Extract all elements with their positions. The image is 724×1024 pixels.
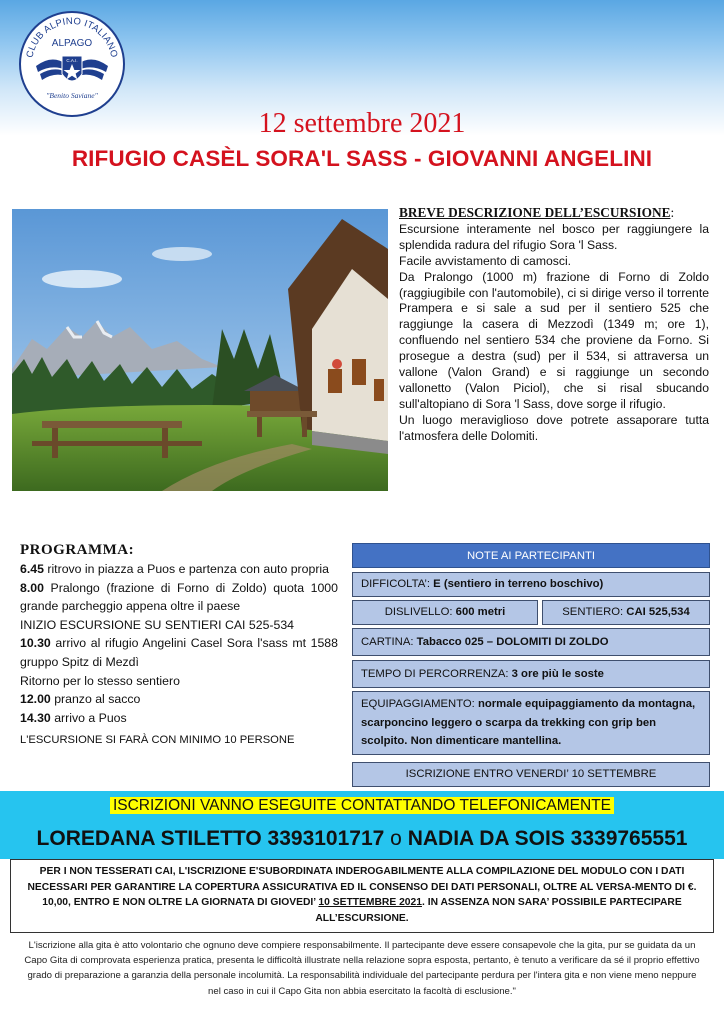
registration-highlight: ISCRIZIONI VANNO ESEGUITE CONTATTANDO TELEFONICAMENTE [110, 797, 614, 814]
program-minimum-note: L'ESCURSIONE SI FARÀ CON MINIMO 10 PERSONE [20, 734, 295, 747]
program-time: 12.00 [20, 692, 51, 707]
difficulty-label: DIFFICOLTA’: [361, 578, 434, 590]
program-text: Pralongo (frazione di Forno di Zoldo) quota 1000 grande parcheggio appena oltre il paese [20, 580, 338, 614]
program-text: Ritorno per lo stesso sentiero [20, 673, 180, 688]
trail-value: CAI 525,534 [626, 606, 690, 618]
liability-disclaimer: L'iscrizione alla gita è atto volontario che ognuno deve compiere responsabilmente. Il partecipante deve essere consapevole che la gita, pur se guidata da un Capo Gita di comprovata esperienza pratica, presenta le difficoltà illustrate nella relazione sopra esposta, pertanto, è tenuto a verificare da sé il proprio effettivo grado di preparazione a garanzia della personale incolumità. La responsabilità individuale del partecipante perdura per l'intera gita e non viene meno neppure nel caso in cui il Capo Gita non abbia esercitato la facoltà di esclusione." [24, 940, 700, 997]
program-item [20, 560, 338, 579]
program-section [20, 540, 338, 750]
contact-nadia: NADIA DA SOIS 3339765551 [407, 827, 688, 850]
duration-value: 3 ore più le soste [511, 668, 604, 680]
program-item [20, 672, 338, 691]
logo-motto: "Benito Saviane" [46, 91, 98, 100]
elevation-value: 600 metri [455, 606, 506, 618]
program-text: arrivo a Puos [50, 710, 127, 725]
logo-ring-text: CLUB ALPINO ITALIANO [24, 15, 120, 59]
program-item [20, 616, 338, 635]
program-text: pranzo al sacco [50, 692, 141, 707]
difficulty-box [352, 572, 710, 597]
non-member-warning [10, 859, 714, 933]
description-heading: BREVE DESCRIZIONE DELL’ESCURSIONE [399, 205, 671, 220]
map-label: CARTINA: [361, 636, 417, 648]
equipment-label: EQUIPAGGIAMENTO: [361, 698, 478, 710]
registration-highlight-row [0, 797, 724, 815]
equipment-box [352, 691, 710, 755]
duration-box [352, 660, 710, 688]
program-text: ritrovo in piazza a Puos e partenza con auto propria [43, 562, 329, 576]
trail-label: SENTIERO: [562, 606, 627, 618]
contact-loredana: LOREDANA STILETTO 3393101717 [36, 827, 385, 850]
description-heading-colon: : [670, 205, 675, 220]
notes-header: NOTE AI PARTECIPANTI [352, 543, 710, 568]
registration-deadline: ISCRIZIONE ENTRO VENERDI’ 10 SETTEMBRE [352, 762, 710, 787]
contact-separator: o [390, 827, 402, 850]
description-paragraph: Un luogo meraviglioso dove potrete assaporare tutta l'atmosfera delle Dolomiti. [399, 412, 709, 443]
program-time: 6.45 [20, 562, 44, 576]
elevation-box [352, 600, 538, 625]
difficulty-value: E (sentiero in terreno boschivo) [433, 578, 604, 590]
equipment-value: normale equipaggiamento da montagna, scarponcino leggero o scarpa da trekking con grip ben scolpito. Non dimenticare mantellina. [361, 698, 696, 747]
contacts-line [0, 827, 724, 851]
program-text: arrivo al rifugio Angelini Casel Sora l'sass mt 1588 gruppo Spitz di Mezdì [20, 636, 338, 669]
logo-emblem-text: C.A.I. [66, 58, 78, 63]
description-paragraph: Escursione interamente nel bosco per raggiungere la splendida radura del rifugio Sora 'l Sass. [399, 221, 709, 252]
event-date: 12 settembre 2021 [258, 108, 466, 139]
duration-label: TEMPO DI PERCORRENZA: [361, 668, 512, 680]
description-paragraph: Facile avvistamento di camosci. [399, 253, 572, 268]
warning-text-end: . IN ASSENZA NON SARA’ POSSIBILE PARTECIPARE ALL’ESCURSIONE. [315, 897, 682, 924]
map-value: Tabacco 025 – DOLOMITI DI ZOLDO [416, 636, 609, 648]
description-paragraph: Da Pralongo (1000 m) frazione di Forno di Zoldo (raggiugibile con l'automobile), ci si dirige verso il torrente Prampera e si sale a sud per il sentiero 525 che raggiunge la casera di Mezzodì (1349 m; ore 1), confluendo nel sentiero 534 che proviene da Forno. Si prosegue a destra (sud) per il 534, si attraversa un vallone (Valon Grand) e si raggiunge un secondo vallonetto (Valon Piciol), che si risal sbucando sull'altopiano di Sora 'l Sass, dove sorge il rifugio. [399, 269, 709, 411]
map-box [352, 628, 710, 656]
program-time: 10.30 [20, 636, 51, 651]
program-time: 14.30 [20, 710, 51, 725]
logo-section: ALPAGO [51, 38, 93, 49]
program-item [20, 634, 338, 671]
trip-description [399, 205, 709, 445]
program-heading: PROGRAMMA: [20, 542, 135, 558]
program-text: INIZIO ESCURSIONE SU SENTIERI CAI 525-534 [20, 617, 295, 632]
cai-logo [16, 6, 128, 118]
program-item [20, 709, 338, 728]
program-item [20, 690, 338, 709]
program-time: 8.00 [20, 580, 44, 595]
warning-text: PER I NON TESSERATI CAI, L'ISCRIZIONE E'SUBORDINATA INDEROGABILMENTE ALLA COMPILAZIONE DEL MODULO CON I DATI NECESSARI PER GARANTIRE LA COPERTURA ASSICURATIVA ED IL CONSENSO DEI DATI PERSONALI, OLTRE AL VERSA-MENTO DI €. 10,00, ENTRO E NON OLTRE LA GIORNATA DI GIOVEDI’ [27, 866, 697, 908]
warning-date: 10 SETTEMBRE 2021 [318, 897, 422, 908]
event-title: RIFUGIO CASÈL SORA'L SASS - GIOVANNI ANGELINI [71, 146, 653, 171]
trail-box [542, 600, 710, 625]
program-item [20, 579, 338, 616]
elevation-label: DISLIVELLO: [384, 606, 456, 618]
refuge-photo [12, 209, 388, 491]
